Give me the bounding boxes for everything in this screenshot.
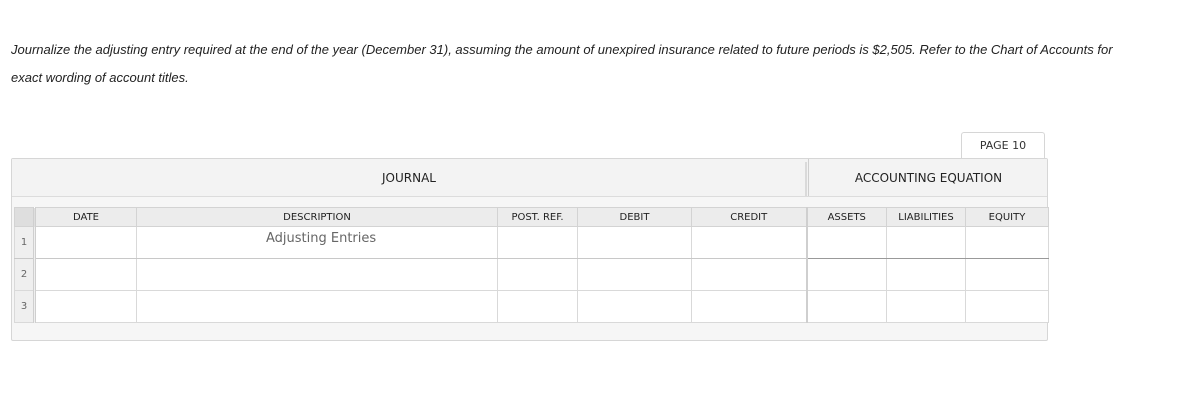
journal-row	[15, 259, 1049, 291]
col-description: DESCRIPTION	[137, 208, 498, 227]
assets-cell[interactable]	[807, 259, 887, 291]
instructions-line-2: exact wording of account titles.	[11, 70, 189, 85]
instructions	[11, 36, 1186, 92]
instructions-line-1: Journalize the adjusting entry required at the end of the year (December 31), assuming the amount of unexpired insurance related to future periods is $2,505. Refer to the Chart of Accounts for	[11, 42, 1113, 57]
description-cell[interactable]	[137, 227, 498, 259]
liabilities-cell[interactable]	[887, 227, 966, 259]
date-cell[interactable]	[35, 259, 137, 291]
date-cell[interactable]	[35, 291, 137, 323]
liabilities-cell[interactable]	[887, 259, 966, 291]
row-number: 1	[15, 227, 35, 259]
date-cell[interactable]	[35, 227, 137, 259]
liabilities-cell[interactable]	[887, 291, 966, 323]
col-assets: ASSETS	[807, 208, 887, 227]
col-post-ref: POST. REF.	[498, 208, 578, 227]
header-divider	[805, 162, 807, 196]
equity-cell[interactable]	[966, 291, 1049, 323]
journal-header	[12, 159, 1047, 197]
assets-cell[interactable]	[807, 227, 887, 259]
journal-row	[15, 227, 1049, 259]
post-ref-cell[interactable]	[498, 227, 578, 259]
col-date: DATE	[35, 208, 137, 227]
debit-cell[interactable]	[578, 227, 692, 259]
description-cell[interactable]	[137, 259, 498, 291]
post-ref-cell[interactable]	[498, 259, 578, 291]
assets-cell[interactable]	[807, 291, 887, 323]
col-credit: CREDIT	[692, 208, 807, 227]
post-ref-cell[interactable]	[498, 291, 578, 323]
journal-table	[14, 207, 1049, 323]
col-equity: EQUITY	[966, 208, 1049, 227]
column-header-row	[15, 208, 1049, 227]
equity-cell[interactable]	[966, 227, 1049, 259]
page-tab[interactable]: PAGE 10	[961, 132, 1045, 159]
col-liabilities: LIABILITIES	[887, 208, 966, 227]
description-text: Adjusting Entries	[266, 231, 377, 246]
debit-cell[interactable]	[578, 291, 692, 323]
row-number: 3	[15, 291, 35, 323]
row-number-header	[15, 208, 35, 227]
credit-cell[interactable]	[692, 227, 807, 259]
journal-title: JOURNAL	[382, 171, 436, 185]
equity-cell[interactable]	[966, 259, 1049, 291]
row-number: 2	[15, 259, 35, 291]
description-cell[interactable]	[137, 291, 498, 323]
journal-panel	[11, 158, 1048, 341]
debit-cell[interactable]	[578, 259, 692, 291]
credit-cell[interactable]	[692, 259, 807, 291]
journal-row	[15, 291, 1049, 323]
accounting-equation-title: ACCOUNTING EQUATION	[808, 159, 1048, 196]
col-debit: DEBIT	[578, 208, 692, 227]
credit-cell[interactable]	[692, 291, 807, 323]
